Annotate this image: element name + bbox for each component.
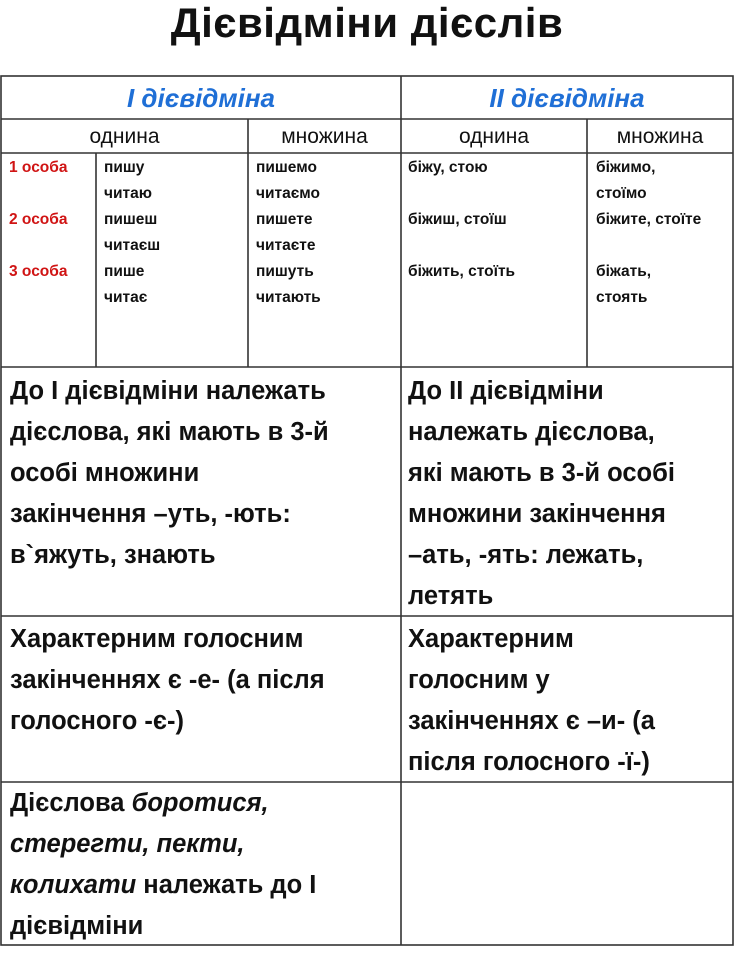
form: біжать, (596, 263, 652, 280)
form: пишемо (256, 159, 317, 176)
header-conj2: II дієвідміна (489, 83, 645, 113)
form: стоять (596, 289, 648, 306)
form: читають (256, 289, 321, 306)
exception-verbs: колихати (10, 871, 137, 899)
form: пишете (256, 211, 313, 228)
form: біжимо, (596, 159, 656, 176)
page-title: Дієвідміни дієслів (170, 0, 564, 46)
rule-endings-conj1: До I дієвідміни належать дієслова, які мають в 3-й особі множини закінчення –уть, -ють: в`яжуть, знають (10, 377, 329, 569)
rule-vowels-conj1: Характерним голосним закінченнях є -е- (а після голосного -є-) (10, 625, 325, 735)
form: біжите, стоїте (596, 211, 702, 228)
header-conj2-plural: множина (616, 125, 704, 148)
form: пишу (104, 159, 145, 176)
header-conj1-plural: множина (281, 125, 368, 148)
form: біжу, стою (408, 159, 488, 176)
header-conj2-singular: однина (458, 125, 530, 148)
conj2-plural-forms (596, 155, 732, 311)
exception-verbs: боротися, (131, 789, 269, 817)
header-conj1-singular: однина (89, 125, 160, 148)
exceptions-note: Дієслова боротися, стерегти, пекти, колихати належать до I дієвідміни (10, 789, 317, 940)
form: читаємо (256, 185, 321, 202)
person-1: 1 особа (9, 159, 68, 176)
conj2-singular-forms (408, 155, 584, 285)
form: пишуть (256, 263, 314, 280)
conj1-plural-forms (256, 155, 396, 311)
form: пише (104, 263, 145, 280)
form: біжить, стоїть (408, 263, 516, 280)
form: читаєш (104, 237, 161, 254)
form: читаєте (256, 237, 316, 254)
rule-endings-conj2: До II дієвідміни належать дієслова, які мають в 3-й особі множини закінчення –ать, -ять: лежать, летять (408, 377, 675, 610)
conj1-singular-forms (104, 155, 244, 311)
person-3: 3 особа (9, 263, 68, 280)
rule-vowels-conj2: Характерним голосним у закінченнях є –и- (а після голосного -ї-) (408, 625, 655, 776)
form: читаю (104, 185, 152, 202)
person-2: 2 особа (9, 211, 68, 228)
form: біжиш, стоїш (408, 211, 507, 228)
form: пишеш (104, 211, 158, 228)
form: стоїмо (596, 185, 647, 202)
form: читає (104, 289, 148, 306)
exception-verbs: стерегти, пекти, (10, 830, 245, 858)
persons-column (9, 155, 95, 285)
header-conj1: I дієвідміна (126, 83, 275, 113)
